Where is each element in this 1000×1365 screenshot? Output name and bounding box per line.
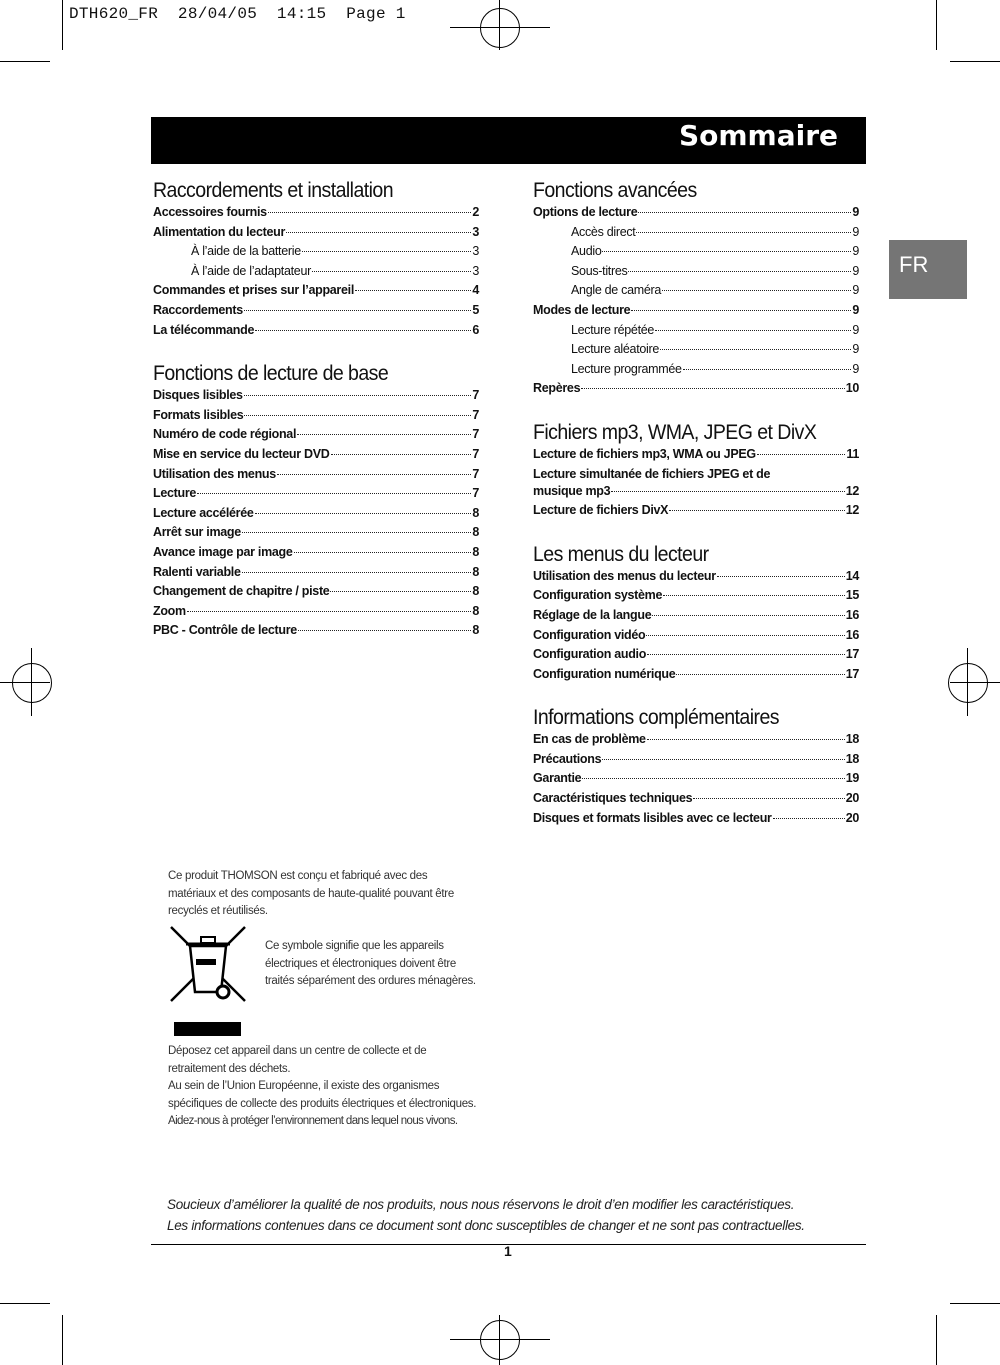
toc-entry[interactable]: [533, 791, 859, 811]
toc-page-number: 18: [845, 751, 859, 766]
toc-entry-label: PBC - Contrôle de lecture: [153, 623, 297, 638]
disclaimer-line-1: Soucieux d’améliorer la qualité de nos produits, nous nous réservons le droit d’en modifier les caractéristiques.: [167, 1197, 795, 1212]
dot-leader: [294, 552, 472, 553]
dot-leader: [187, 611, 472, 612]
toc-entry-label-cont: musique mp3: [533, 483, 611, 498]
section-heading: Fichiers mp3, WMA, JPEG et DivX: [533, 420, 817, 444]
dot-leader: [638, 212, 851, 213]
weee-bar: [174, 1022, 241, 1036]
toc-page-number: 16: [845, 607, 859, 622]
toc-entry-label: Accessoires fournis: [153, 205, 267, 219]
dot-leader: [355, 290, 471, 291]
toc-subentry[interactable]: [533, 283, 859, 303]
toc-entry-label: Lecture accélérée: [153, 505, 254, 520]
toc-entry[interactable]: [533, 588, 859, 608]
toc-page-number: 9: [852, 322, 859, 337]
toc-entry[interactable]: [533, 569, 859, 589]
toc-entry-label: Mise en service du lecteur DVD: [153, 446, 330, 461]
dot-leader: [582, 778, 844, 779]
toc-entry[interactable]: [153, 408, 479, 428]
toc-entry-label: Sous-titres: [571, 263, 628, 278]
page-number: 1: [504, 1243, 512, 1259]
toc-entry-label: Modes de lecture: [533, 302, 631, 317]
toc-page-number: 2: [472, 205, 479, 219]
toc-subentry[interactable]: [153, 244, 479, 264]
dot-leader: [683, 369, 852, 370]
dot-leader: [581, 388, 844, 389]
toc-page-number: 17: [845, 666, 859, 681]
toc-entry-label: À l’aide de la batterie: [191, 244, 301, 259]
disclaimer: [167, 1194, 867, 1236]
toc-page-number: 20: [845, 810, 859, 825]
toc-subentry[interactable]: [533, 342, 859, 362]
toc-entry[interactable]: [533, 647, 859, 667]
toc-section: [153, 361, 479, 643]
dot-leader: [717, 576, 845, 577]
dot-leader: [611, 491, 844, 492]
toc-entry-label: Lecture programmée: [571, 361, 682, 376]
toc-entry-label: Garantie: [533, 771, 582, 786]
toc-entry[interactable]: [533, 752, 859, 772]
dot-leader: [244, 415, 471, 416]
toc-subentry[interactable]: [533, 323, 859, 343]
toc-entry-label: Lecture répétée: [571, 322, 655, 337]
dot-leader: [312, 271, 471, 272]
toc-page-number: 7: [472, 427, 479, 442]
toc-entry[interactable]: [153, 486, 479, 506]
toc-subentry[interactable]: [533, 244, 859, 264]
toc-entry-label: Alimentation du lecteur: [153, 224, 286, 239]
toc-page-number: 8: [472, 505, 479, 520]
section-heading: Les menus du lecteur: [533, 542, 709, 566]
dot-leader: [631, 310, 851, 311]
toc-page-number: 9: [852, 244, 859, 259]
dot-leader: [197, 493, 471, 494]
toc-entry-label: Utilisation des menus du lecteur: [533, 568, 716, 583]
toc-entry-label: Caractéristiques techniques: [533, 791, 693, 806]
toc-entry[interactable]: [153, 467, 479, 487]
toc-page-number: 4: [472, 283, 479, 298]
toc-page-number: 9: [852, 263, 859, 278]
dot-leader: [773, 818, 845, 819]
toc-page-number: 8: [472, 525, 479, 540]
toc-entry-label: Ralenti variable: [153, 564, 241, 579]
toc-entry-label: En cas de problème: [533, 732, 646, 747]
toc-entry-label: Options de lecture: [533, 205, 638, 219]
toc-page-number: 7: [472, 486, 479, 501]
toc-entry[interactable]: [153, 604, 479, 624]
toc-entry[interactable]: [153, 447, 479, 467]
toc-page-number: 16: [845, 627, 859, 642]
toc-entry[interactable]: [153, 225, 479, 245]
toc-section: [153, 178, 479, 342]
toc-entry[interactable]: [153, 283, 479, 303]
toc-entry[interactable]: [153, 388, 479, 408]
toc-entry-label: Utilisation des menus: [153, 466, 276, 481]
toc-page-number: 3: [472, 263, 479, 278]
symbol-note: Ce symbole signifie que les appareils électriques et électroniques doivent être traités séparément des ordures ménagères.: [265, 940, 476, 987]
toc-entry-label: Configuration vidéo: [533, 627, 646, 642]
toc-page-number: 15: [845, 588, 859, 603]
toc-entry-label: Avance image par image: [153, 544, 293, 559]
dot-leader: [242, 532, 471, 533]
deposit-text: Déposez cet appareil dans un centre de collecte et de retraitement des déchets.: [168, 1045, 427, 1075]
toc-entry[interactable]: [533, 467, 859, 504]
recycling-intro: Ce produit THOMSON est conçu et fabriqué avec des matériaux et des composants de haute-qualité pouvant être recyclés et réutilisés.: [168, 870, 454, 917]
dot-leader: [330, 591, 471, 592]
toc-entry-label: Configuration système: [533, 588, 663, 603]
section-heading: Raccordements et installation: [153, 179, 394, 202]
dot-leader: [636, 232, 851, 233]
dot-leader: [331, 454, 472, 455]
dot-leader: [602, 759, 844, 760]
toc-page-number: 8: [472, 584, 479, 599]
toc-entry[interactable]: [153, 323, 479, 343]
dot-leader: [286, 232, 471, 233]
toc-entry-label: Lecture de fichiers mp3, WMA ou JPEG: [533, 446, 756, 461]
toc-page-number: 7: [472, 388, 479, 403]
toc-entry[interactable]: [153, 427, 479, 447]
toc-entry[interactable]: [533, 771, 859, 791]
toc-entry[interactable]: [533, 628, 859, 648]
print-header: DTH620_FR 28/04/05 14:15 Page 1: [69, 5, 406, 23]
toc-page-number: 12: [845, 503, 859, 518]
toc-page-number: 8: [472, 603, 479, 618]
toc-page-number: 8: [472, 544, 479, 559]
toc-entry-label: Précautions: [533, 751, 602, 766]
toc-entry[interactable]: [153, 623, 479, 643]
toc-entry[interactable]: [153, 545, 479, 565]
language-tab: [889, 240, 967, 299]
section-heading: Fonctions avancées: [533, 179, 697, 202]
dot-leader: [647, 739, 845, 740]
dot-leader: [655, 330, 851, 331]
toc-column-right: [533, 178, 859, 849]
toc-entry-label: Changement de chapitre / piste: [153, 584, 330, 599]
section-heading: Fonctions de lecture de base: [153, 362, 389, 386]
dot-leader: [298, 630, 471, 631]
dot-leader: [244, 310, 471, 311]
toc-entry-label: Raccordements: [153, 302, 243, 317]
dot-leader: [302, 251, 472, 252]
toc-page-number: 7: [472, 446, 479, 461]
dot-leader: [676, 674, 844, 675]
dot-leader: [242, 572, 472, 573]
toc-entry-label: Lecture simultanée de fichiers JPEG et de: [533, 466, 771, 481]
toc-entry[interactable]: [533, 811, 859, 831]
dot-leader: [244, 395, 472, 396]
toc-entry-label: Configuration audio: [533, 647, 647, 662]
toc-entry-label: À l’aide de l’adaptateur: [191, 263, 311, 278]
toc-subentry[interactable]: [533, 362, 859, 382]
toc-entry-label: Lecture: [153, 486, 197, 501]
toc-page-number: 9: [852, 361, 859, 376]
toc-entry[interactable]: [153, 303, 479, 323]
toc-section: [533, 178, 859, 401]
toc-page-number: 7: [472, 407, 479, 422]
toc-page-number: 19: [845, 771, 859, 786]
toc-entry[interactable]: [533, 381, 859, 401]
language-tab-label: FR: [899, 252, 929, 277]
toc-entry-label: Angle de caméra: [571, 283, 662, 298]
toc-entry[interactable]: [533, 608, 859, 628]
toc-entry-label: Audio: [571, 244, 602, 259]
recycling-instructions: [168, 1043, 478, 1131]
toc-page-number: 5: [472, 302, 479, 317]
toc-page-number: 9: [852, 205, 859, 219]
toc-entry-label: Configuration numérique: [533, 666, 676, 681]
dot-leader: [660, 349, 851, 350]
toc-section: [533, 542, 859, 687]
disclaimer-line-2: Les informations contenues dans ce document sont donc susceptibles de changer et ne sont pas contractuelles.: [167, 1218, 805, 1233]
dot-leader: [268, 212, 472, 213]
section-heading: Informations complémentaires: [533, 706, 779, 730]
toc-entry-label: Numéro de code régional: [153, 427, 297, 442]
toc-entry[interactable]: [533, 303, 859, 323]
dot-leader: [255, 513, 472, 514]
dot-leader: [255, 330, 471, 331]
dot-leader: [693, 798, 844, 799]
toc-page-number: 12: [845, 483, 859, 498]
toc-page-number: 6: [472, 322, 479, 337]
eu-note: Au sein de l’Union Européenne, il existe des organismes spécifiques de collecte des produits électriques et électroniques.: [168, 1080, 477, 1110]
toc-page-number: 8: [472, 564, 479, 579]
toc-page-number: 8: [472, 623, 479, 638]
toc-page-number: 9: [852, 342, 859, 357]
toc-entry-label: Repères: [533, 381, 581, 396]
toc-page-number: 20: [845, 791, 859, 806]
toc-entry-label: Lecture de fichiers DivX: [533, 503, 669, 518]
toc-subentry[interactable]: [153, 264, 479, 284]
toc-entry[interactable]: [533, 667, 859, 687]
toc-entry[interactable]: [533, 732, 859, 752]
dot-leader: [602, 251, 851, 252]
dot-leader: [663, 595, 845, 596]
toc-column-left: [153, 178, 479, 662]
toc-page-number: 3: [472, 224, 479, 239]
toc-page-number: 14: [845, 568, 859, 583]
toc-entry[interactable]: [153, 565, 479, 585]
page-title: Sommaire: [678, 119, 838, 152]
toc-entry-label: Disques lisibles: [153, 388, 243, 403]
dot-leader: [646, 635, 844, 636]
toc-page-number: 9: [852, 224, 859, 239]
dot-leader: [662, 290, 851, 291]
crossed-out-bin-icon: [168, 924, 248, 1004]
dot-leader: [647, 654, 845, 655]
toc-entry[interactable]: [153, 584, 479, 604]
toc-entry[interactable]: [533, 205, 859, 225]
toc-entry-label: Réglage de la langue: [533, 607, 652, 622]
dot-leader: [277, 474, 471, 475]
toc-entry-label: Accès direct: [571, 224, 636, 239]
dot-leader: [628, 271, 851, 272]
toc-page-number: 7: [472, 466, 479, 481]
toc-page-number: 18: [845, 732, 859, 747]
toc-subentry[interactable]: [533, 225, 859, 245]
toc-entry-label: Commandes et prises sur l’appareil: [153, 283, 354, 298]
toc-entry-label: Arrêt sur image: [153, 525, 241, 540]
toc-entry-label: Formats lisibles: [153, 407, 244, 422]
toc-page-number: 9: [852, 283, 859, 298]
help-text: Aidez-nous à protéger l’environnement dans lequel nous vivons.: [168, 1115, 458, 1127]
toc-page-number: 9: [852, 302, 859, 317]
toc-entry-label: La télécommande: [153, 322, 255, 337]
toc-subentry[interactable]: [533, 264, 859, 284]
toc-entry-label: Zoom: [153, 603, 186, 618]
toc-section: [533, 705, 859, 830]
toc-entry-label: Lecture aléatoire: [571, 342, 660, 357]
toc-entry[interactable]: [533, 447, 859, 467]
title-bar: [151, 117, 866, 164]
dot-leader: [669, 510, 844, 511]
toc-entry-label: Disques et formats lisibles avec ce lecteur: [533, 810, 772, 825]
toc-page-number: 17: [845, 647, 859, 662]
toc-entry[interactable]: [153, 525, 479, 545]
toc-page-number: 3: [472, 244, 479, 259]
toc-entry[interactable]: [153, 506, 479, 526]
toc-entry[interactable]: [533, 503, 859, 523]
dot-leader: [757, 454, 846, 455]
toc-page-number: 11: [846, 446, 859, 461]
dot-leader: [297, 434, 471, 435]
dot-leader: [652, 615, 844, 616]
toc-entry[interactable]: [153, 205, 479, 225]
toc-section: [533, 420, 859, 523]
toc-page-number: 10: [845, 381, 859, 396]
